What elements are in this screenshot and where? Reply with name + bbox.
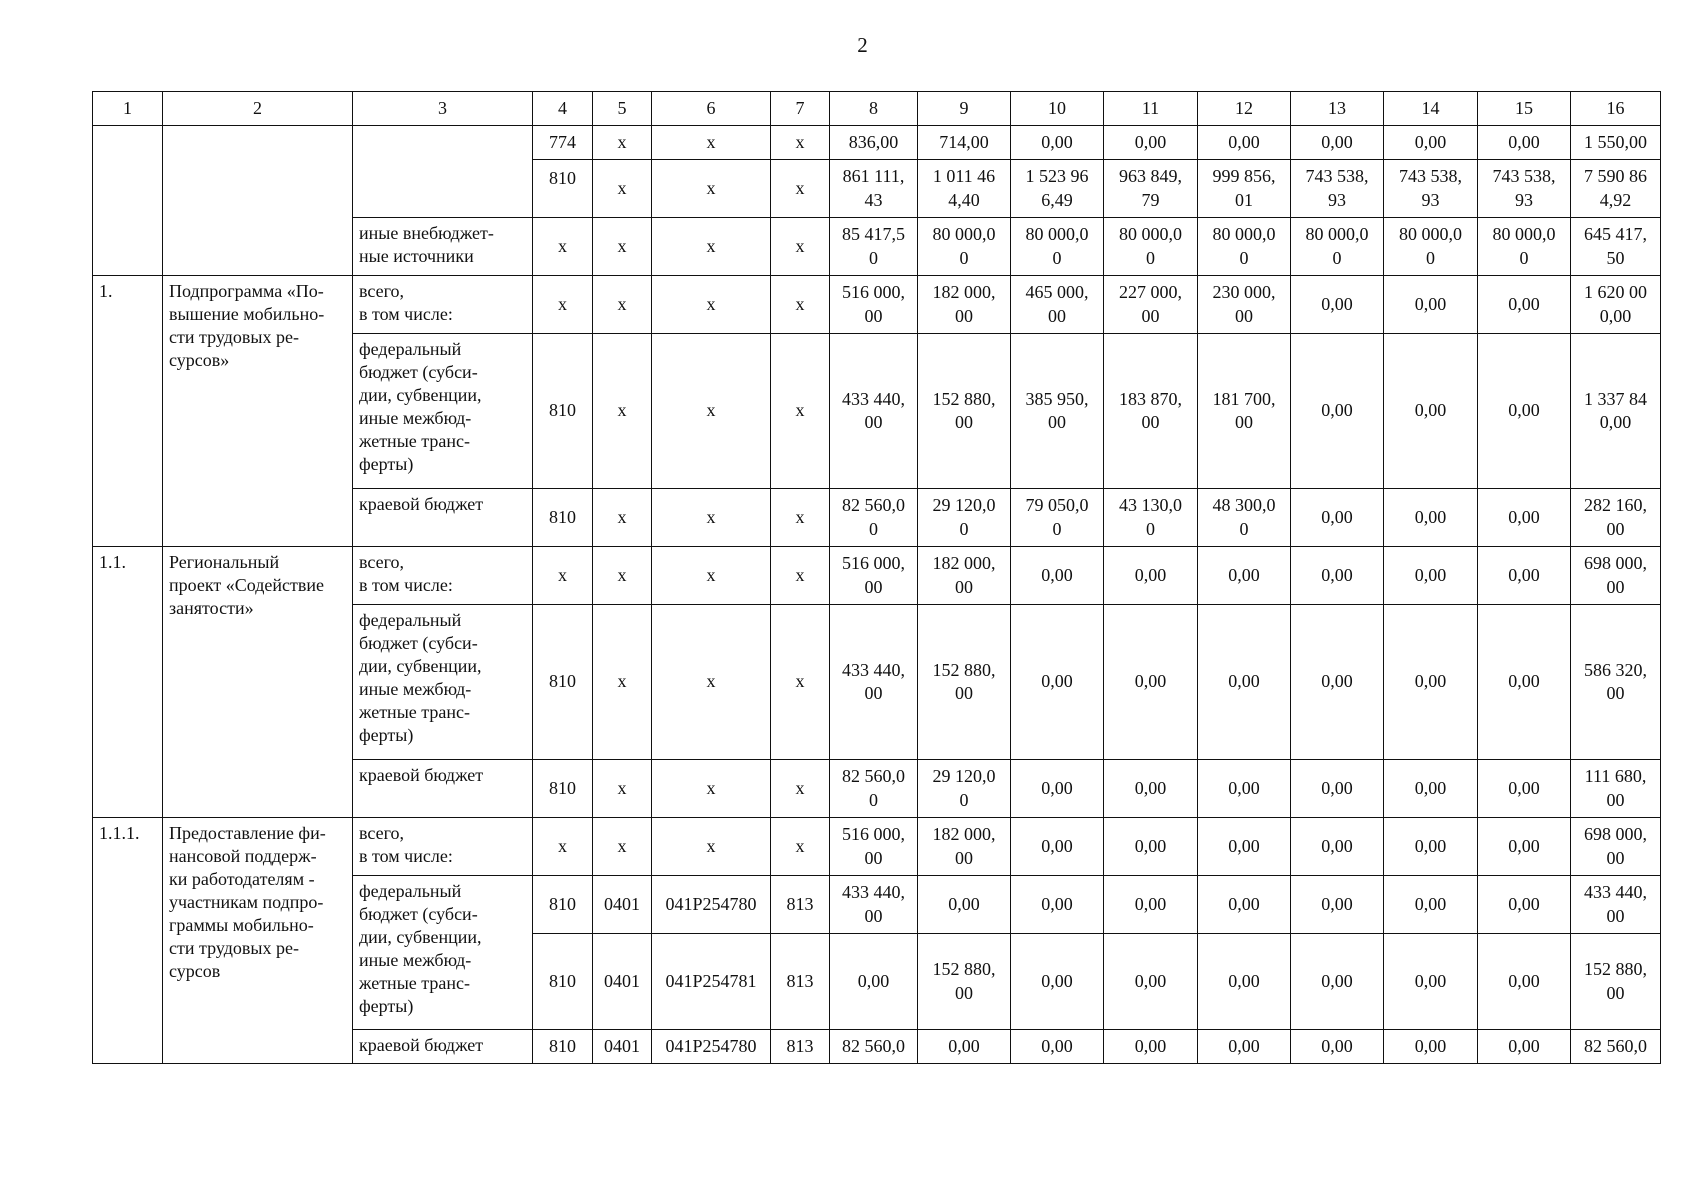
value-cell: 1 550,00 — [1571, 126, 1661, 160]
source-label: федеральный бюджет (субси- дии, субвенции, иные межбюд- жетные транс- ферты) — [353, 334, 533, 489]
value-cell: 1 620 00 0,00 — [1571, 276, 1661, 334]
value-cell: 80 000,0 0 — [1011, 218, 1104, 276]
value-cell: х — [771, 126, 830, 160]
value-cell: 48 300,0 0 — [1198, 489, 1291, 547]
value-cell: 813 — [771, 934, 830, 1030]
value-cell: 586 320, 00 — [1571, 605, 1661, 760]
value-cell: 0,00 — [918, 876, 1011, 934]
value-cell: 433 440, 00 — [1571, 876, 1661, 934]
value-cell: х — [593, 334, 652, 489]
value-cell: 861 111, 43 — [830, 160, 918, 218]
value-cell: 80 000,0 0 — [918, 218, 1011, 276]
column-header-5: 5 — [593, 92, 652, 126]
value-cell: 152 880, 00 — [918, 605, 1011, 760]
column-header-6: 6 — [652, 92, 771, 126]
value-cell: 0,00 — [1104, 605, 1198, 760]
value-cell: 0,00 — [1291, 760, 1384, 818]
value-cell: 182 000, 00 — [918, 818, 1011, 876]
row-number: 1.1. — [93, 547, 163, 818]
value-cell: 810 — [533, 334, 593, 489]
value-cell: 0,00 — [1198, 818, 1291, 876]
column-header-1: 1 — [93, 92, 163, 126]
value-cell: 0,00 — [1198, 876, 1291, 934]
value-cell: 645 417, 50 — [1571, 218, 1661, 276]
value-cell: 0,00 — [1478, 276, 1571, 334]
value-cell: х — [652, 489, 771, 547]
value-cell: х — [771, 818, 830, 876]
column-header-14: 14 — [1384, 92, 1478, 126]
value-cell: 0,00 — [1198, 605, 1291, 760]
value-cell: 0,00 — [1198, 934, 1291, 1030]
value-cell: 0,00 — [1011, 547, 1104, 605]
value-cell: 80 000,0 0 — [1384, 218, 1478, 276]
value-cell: 0,00 — [1478, 547, 1571, 605]
column-header-15: 15 — [1478, 92, 1571, 126]
value-cell: 0,00 — [1104, 818, 1198, 876]
table-row — [93, 92, 1661, 126]
source-label: федеральный бюджет (субси- дии, субвенции, иные межбюд- жетные транс- ферты) — [353, 876, 533, 1030]
value-cell: 0,00 — [1198, 1030, 1291, 1064]
value-cell: 82 560,0 0 — [830, 760, 918, 818]
value-cell: 29 120,0 0 — [918, 489, 1011, 547]
value-cell: х — [652, 160, 771, 218]
value-cell: 0,00 — [1384, 547, 1478, 605]
value-cell: 0,00 — [830, 934, 918, 1030]
value-cell: 82 560,0 0 — [830, 489, 918, 547]
value-cell: 0,00 — [918, 1030, 1011, 1064]
value-cell: 29 120,0 0 — [918, 760, 1011, 818]
value-cell: 810 — [533, 160, 593, 218]
value-cell: х — [652, 547, 771, 605]
value-cell: 0,00 — [1384, 876, 1478, 934]
value-cell: 230 000, 00 — [1198, 276, 1291, 334]
table-row — [93, 276, 1661, 334]
value-cell: 0,00 — [1384, 1030, 1478, 1064]
value-cell: х — [771, 218, 830, 276]
value-cell: 0,00 — [1478, 126, 1571, 160]
value-cell: 152 880, 00 — [1571, 934, 1661, 1030]
value-cell: х — [593, 160, 652, 218]
value-cell: 516 000, 00 — [830, 818, 918, 876]
value-cell: 0,00 — [1104, 1030, 1198, 1064]
value-cell: 152 880, 00 — [918, 934, 1011, 1030]
value-cell: 0,00 — [1104, 126, 1198, 160]
value-cell: х — [593, 218, 652, 276]
column-header-12: 12 — [1198, 92, 1291, 126]
value-cell: х — [533, 547, 593, 605]
value-cell: х — [652, 760, 771, 818]
source-label: краевой бюджет — [353, 489, 533, 547]
value-cell: 0,00 — [1291, 876, 1384, 934]
value-cell: 810 — [533, 1030, 593, 1064]
value-cell: 810 — [533, 934, 593, 1030]
column-header-9: 9 — [918, 92, 1011, 126]
value-cell: х — [533, 218, 593, 276]
value-cell: 182 000, 00 — [918, 276, 1011, 334]
value-cell: 0,00 — [1291, 489, 1384, 547]
value-cell: 80 000,0 0 — [1291, 218, 1384, 276]
value-cell: х — [593, 818, 652, 876]
column-header-13: 13 — [1291, 92, 1384, 126]
value-cell: 385 950, 00 — [1011, 334, 1104, 489]
value-cell: 813 — [771, 876, 830, 934]
value-cell: 85 417,5 0 — [830, 218, 918, 276]
row-title-cell — [163, 126, 353, 276]
value-cell: х — [771, 160, 830, 218]
value-cell: 0,00 — [1104, 934, 1198, 1030]
value-cell: 743 538, 93 — [1478, 160, 1571, 218]
value-cell: 0,00 — [1104, 547, 1198, 605]
value-cell: х — [771, 605, 830, 760]
value-cell: х — [652, 126, 771, 160]
value-cell: 1 011 46 4,40 — [918, 160, 1011, 218]
value-cell: 7 590 86 4,92 — [1571, 160, 1661, 218]
value-cell: х — [771, 489, 830, 547]
value-cell: 183 870, 00 — [1104, 334, 1198, 489]
value-cell: 82 560,0 — [830, 1030, 918, 1064]
value-cell: 82 560,0 — [1571, 1030, 1661, 1064]
value-cell: 041P254781 — [652, 934, 771, 1030]
page-number: 2 — [857, 33, 868, 57]
value-cell: 0,00 — [1011, 760, 1104, 818]
value-cell: 0,00 — [1478, 489, 1571, 547]
column-header-10: 10 — [1011, 92, 1104, 126]
value-cell: 0401 — [593, 876, 652, 934]
value-cell: х — [593, 547, 652, 605]
table-row — [93, 818, 1661, 876]
value-cell: 0,00 — [1291, 605, 1384, 760]
value-cell: 182 000, 00 — [918, 547, 1011, 605]
value-cell: 0,00 — [1384, 760, 1478, 818]
value-cell: х — [593, 489, 652, 547]
value-cell: х — [593, 760, 652, 818]
value-cell: 0401 — [593, 1030, 652, 1064]
value-cell: 0,00 — [1384, 934, 1478, 1030]
value-cell: х — [533, 818, 593, 876]
table-row — [93, 547, 1661, 605]
value-cell: 43 130,0 0 — [1104, 489, 1198, 547]
source-label: краевой бюджет — [353, 1030, 533, 1064]
source-label: краевой бюджет — [353, 760, 533, 818]
value-cell: х — [593, 605, 652, 760]
value-cell: х — [652, 276, 771, 334]
value-cell: 774 — [533, 126, 593, 160]
value-cell: 433 440, 00 — [830, 605, 918, 760]
value-cell: 836,00 — [830, 126, 918, 160]
row-title: Предоставление фи- нансовой поддерж- ки работодателям - участникам подпро- граммы мобильно- сти трудовых ре- сурсов — [163, 818, 353, 1064]
row-number: 1.1.1. — [93, 818, 163, 1064]
value-cell: х — [771, 276, 830, 334]
value-cell: 743 538, 93 — [1384, 160, 1478, 218]
value-cell: 0,00 — [1478, 1030, 1571, 1064]
value-cell: 0,00 — [1011, 126, 1104, 160]
value-cell: 227 000, 00 — [1104, 276, 1198, 334]
value-cell: 0,00 — [1384, 276, 1478, 334]
value-cell: 80 000,0 0 — [1478, 218, 1571, 276]
value-cell: х — [771, 760, 830, 818]
value-cell: 0,00 — [1384, 489, 1478, 547]
value-cell: 0,00 — [1384, 334, 1478, 489]
value-cell: 0401 — [593, 934, 652, 1030]
value-cell: 0,00 — [1478, 818, 1571, 876]
value-cell: 0,00 — [1104, 876, 1198, 934]
value-cell: 465 000, 00 — [1011, 276, 1104, 334]
value-cell: 813 — [771, 1030, 830, 1064]
value-cell: 79 050,0 0 — [1011, 489, 1104, 547]
source-cell — [353, 126, 533, 218]
value-cell: 0,00 — [1011, 605, 1104, 760]
value-cell: 698 000, 00 — [1571, 547, 1661, 605]
value-cell: 152 880, 00 — [918, 334, 1011, 489]
budget-table-body — [93, 92, 1661, 1064]
value-cell: 0,00 — [1478, 760, 1571, 818]
value-cell: 0,00 — [1011, 876, 1104, 934]
value-cell: 282 160, 00 — [1571, 489, 1661, 547]
value-cell: 698 000, 00 — [1571, 818, 1661, 876]
value-cell: 0,00 — [1291, 818, 1384, 876]
value-cell: 0,00 — [1198, 547, 1291, 605]
value-cell: 810 — [533, 489, 593, 547]
value-cell: 1 337 84 0,00 — [1571, 334, 1661, 489]
value-cell: 810 — [533, 760, 593, 818]
value-cell: 0,00 — [1384, 126, 1478, 160]
value-cell: 0,00 — [1291, 334, 1384, 489]
value-cell: 111 680, 00 — [1571, 760, 1661, 818]
value-cell: х — [771, 547, 830, 605]
value-cell: 041P254780 — [652, 876, 771, 934]
value-cell: 0,00 — [1011, 934, 1104, 1030]
value-cell: 0,00 — [1291, 276, 1384, 334]
column-header-11: 11 — [1104, 92, 1198, 126]
source-label: федеральный бюджет (субси- дии, субвенции, иные межбюд- жетные транс- ферты) — [353, 605, 533, 760]
value-cell: 0,00 — [1291, 547, 1384, 605]
row-title: Подпрограмма «По- вышение мобильно- сти трудовых ре- сурсов» — [163, 276, 353, 547]
value-cell: 0,00 — [1478, 605, 1571, 760]
value-cell: х — [652, 605, 771, 760]
value-cell: х — [593, 276, 652, 334]
value-cell: 0,00 — [1291, 1030, 1384, 1064]
value-cell: 810 — [533, 605, 593, 760]
value-cell: 0,00 — [1198, 760, 1291, 818]
value-cell: 433 440, 00 — [830, 876, 918, 934]
value-cell: 181 700, 00 — [1198, 334, 1291, 489]
value-cell: х — [771, 334, 830, 489]
value-cell: 0,00 — [1384, 818, 1478, 876]
column-header-3: 3 — [353, 92, 533, 126]
value-cell: 516 000, 00 — [830, 547, 918, 605]
value-cell: 0,00 — [1384, 605, 1478, 760]
row-number: 1. — [93, 276, 163, 547]
value-cell: 714,00 — [918, 126, 1011, 160]
value-cell: 963 849, 79 — [1104, 160, 1198, 218]
value-cell: 516 000, 00 — [830, 276, 918, 334]
value-cell: 80 000,0 0 — [1198, 218, 1291, 276]
column-header-8: 8 — [830, 92, 918, 126]
value-cell: 0,00 — [1011, 818, 1104, 876]
value-cell: 041P254780 — [652, 1030, 771, 1064]
value-cell: 80 000,0 0 — [1104, 218, 1198, 276]
value-cell: 0,00 — [1478, 934, 1571, 1030]
value-cell: 1 523 96 6,49 — [1011, 160, 1104, 218]
column-header-2: 2 — [163, 92, 353, 126]
value-cell: 810 — [533, 876, 593, 934]
value-cell: 999 856, 01 — [1198, 160, 1291, 218]
value-cell: 0,00 — [1291, 934, 1384, 1030]
row-title: Региональный проект «Содействие занятости» — [163, 547, 353, 818]
row-number-cell — [93, 126, 163, 276]
value-cell: 0,00 — [1478, 876, 1571, 934]
value-cell: х — [533, 276, 593, 334]
column-header-16: 16 — [1571, 92, 1661, 126]
value-cell: х — [652, 218, 771, 276]
budget-table — [92, 91, 1661, 1064]
value-cell: 743 538, 93 — [1291, 160, 1384, 218]
value-cell: х — [652, 818, 771, 876]
source-label: всего, в том числе: — [353, 547, 533, 605]
source-label: иные внебюджет- ные источники — [353, 218, 533, 276]
value-cell: 0,00 — [1104, 760, 1198, 818]
table-row — [93, 126, 1661, 160]
source-label: всего, в том числе: — [353, 276, 533, 334]
value-cell: х — [652, 334, 771, 489]
value-cell: х — [593, 126, 652, 160]
column-header-4: 4 — [533, 92, 593, 126]
value-cell: 0,00 — [1291, 126, 1384, 160]
value-cell: 433 440, 00 — [830, 334, 918, 489]
source-label: всего, в том числе: — [353, 818, 533, 876]
column-header-7: 7 — [771, 92, 830, 126]
value-cell: 0,00 — [1011, 1030, 1104, 1064]
value-cell: 0,00 — [1198, 126, 1291, 160]
value-cell: 0,00 — [1478, 334, 1571, 489]
